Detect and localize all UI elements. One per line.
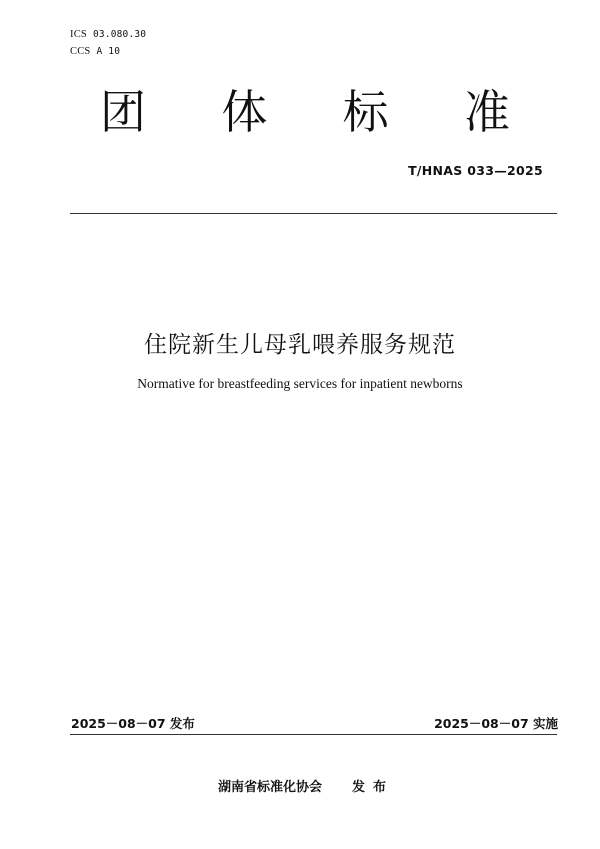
standard-type-char-3: 标 (342, 85, 389, 139)
ics-code: 03.080.30 (92, 29, 147, 40)
issuer-organization: 湖南省标准化协会 (218, 780, 323, 795)
standard-number: T/HNAS 033—2025 (408, 163, 543, 178)
ccs-code: A 10 (96, 46, 121, 57)
standard-type-char-1: 团 (100, 85, 146, 139)
header-divider (70, 213, 557, 214)
standard-type-char-2: 体 (221, 85, 268, 139)
implement-date: 2025－08－07 实施 (434, 716, 558, 731)
ics-classification (70, 28, 146, 41)
footer-divider (70, 734, 557, 735)
publish-date: 2025－08－07 发布 (71, 716, 195, 731)
ics-label: ICS (70, 29, 87, 40)
title-chinese: 住院新生儿母乳喂养服务规范 (144, 332, 456, 358)
standard-type-char-4: 准 (463, 85, 510, 139)
ccs-label: CCS (70, 46, 91, 57)
standard-type-heading (100, 84, 510, 140)
ccs-classification (70, 45, 120, 58)
issuer-line (218, 776, 394, 795)
title-english: Normative for breastfeeding services for inpatient newborns (137, 376, 463, 391)
issuer-action: 发布 (352, 780, 395, 795)
